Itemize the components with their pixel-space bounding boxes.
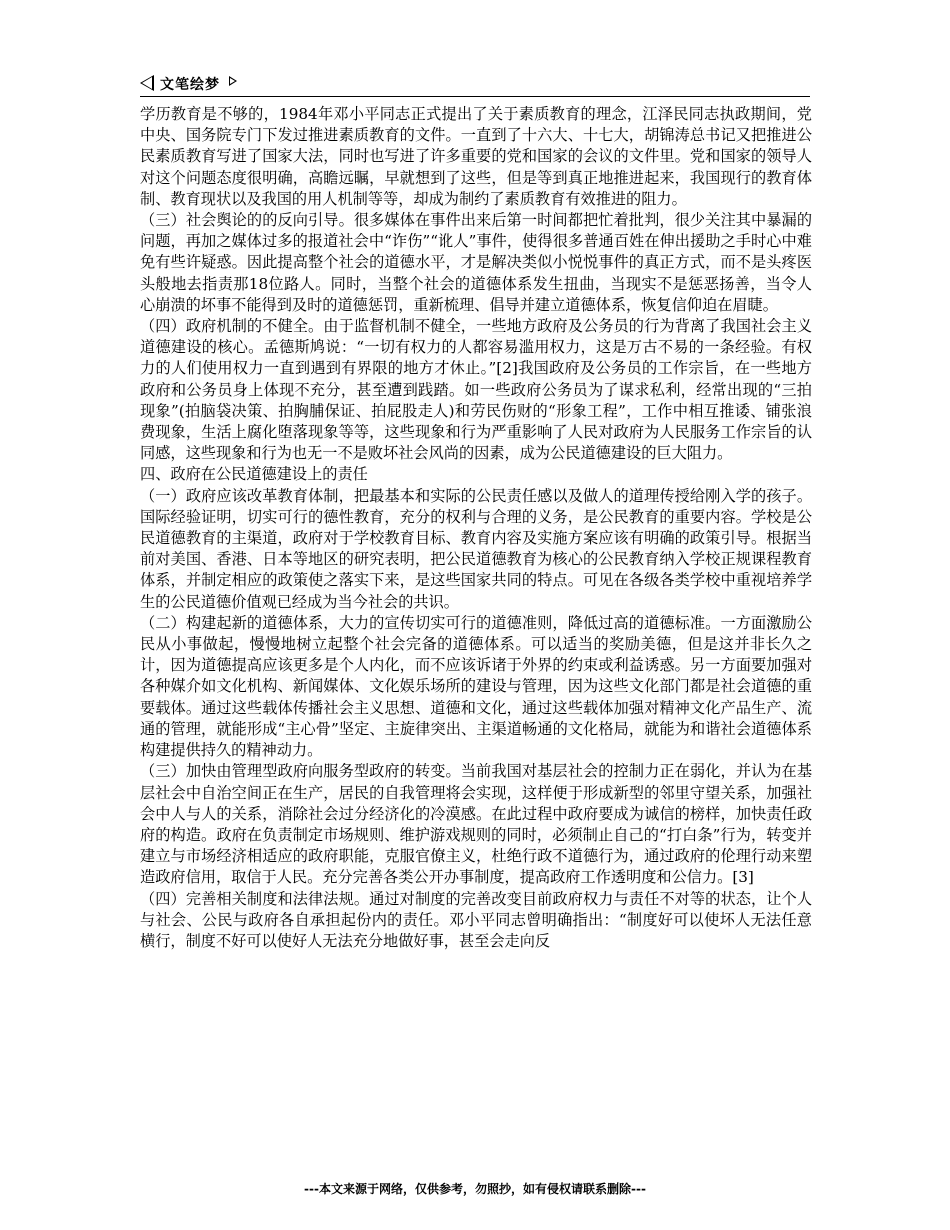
section-heading: 四、政府在公民道德建设上的责任 — [140, 465, 368, 484]
triangle-right-icon — [229, 76, 237, 86]
paragraph: （四）完善相关制度和法律法规。通过对制度的完善改变目前政府权力与责任不对等的状态，让个人与社会、公民与政府各自承担起份内的责任。邓小平同志曾明确指出：“制度好可以使坏人无法任意横行，制度不好可以使好人无法充分地做好事，甚至会走向反 — [140, 889, 812, 950]
paragraph: （四）政府机制的不健全。由于监督机制不健全，一些地方政府及公务员的行为背离了我国社会主义道德建设的核心。孟德斯鸠说：“一切有权力的人都容易滥用权力，这是万古不易的一条经验。有权力的人们使用权力一直到遇到有界限的地方才休止。”[2]我国政府及公务员的工作宗旨，在一些地方政府和公务员身上体现不充分，甚至遭到践踏。如一些政府公务员为了谋求私利，经常出现的“三拍现象”(拍脑袋决策、拍胸脯保证、拍屁股走人)和劳民伤财的“形象工程”，工作中相互推诿、铺张浪费现象，生活上腐化堕落现象等等，这些现象和行为严重影响了人民对政府为人民服务工作宗旨的认同感，这些现象和行为也无一不是败坏社会风尚的因素，成为公民道德建设的巨大阻力。 — [140, 317, 812, 463]
paragraph: （一）政府应该改革教育体制，把最基本和实际的公民责任感以及做人的道理传授给刚入学的孩子。国际经验证明，切实可行的德性教育，充分的权利与合理的义务，是公民教育的重要内容。学校是公民道德教育的主渠道，政府对于学校教育目标、教育内容及实施方案应该有明确的政策引导。根据当前对美国、香港、日本等地区的研究表明，把公民道德教育为核心的公民教育纳入学校正规课程教育体系，并制定相应的政策使之落实下来，是这些国家共同的特点。可见在各级各类学校中重视培养学生的公民道德价值观已经成为当今社会的共识。 — [140, 486, 812, 611]
paragraph: （三）加快由管理型政府向服务型政府的转变。当前我国对基层社会的控制力正在弱化，并认为在基层社会中自治空间正在生产，居民的自我管理将会实现，这样便于形成新型的邻里守望关系，加强社会中人与人的关系，消除社会过分经济化的冷漠感。在此过程中政府要成为诚信的榜样，加快责任政府的构造。政府在负责制定市场规则、维护游戏规则的同时，必须制止自己的“打白条”行为，转变并建立与市场经济相适应的政府职能，克服官僚主义，杜绝行政不道德行为，通过政府的伦理行动来塑造政府信用，取信于人民。充分完善各类公开办事制度，提高政府工作透明度和公信力。[3] — [140, 762, 812, 887]
triangle-left-icon — [140, 75, 154, 91]
document-body — [140, 104, 812, 952]
footer-disclaimer: ---本文来源于网络，仅供参考，勿照抄，如有侵权请联系删除--- — [304, 1182, 646, 1196]
paragraph: （二）构建起新的道德体系，大力的宣传切实可行的道德准则，降低过高的道德标准。一方面激励公民从小事做起，慢慢地树立起整个社会完备的道德体系。可以适当的奖励美德，但是这并非长久之计，因为道德提高应该更多是个人内化，而不应该诉诸于外界的约束或利益诱惑。另一方面要加强对各种媒介如文化机构、新闻媒体、文化娱乐场所的建设与管理，因为这些文化部门都是社会道德的重要载体。通过这些载体传播社会主义思想、道德和文化，通过这些载体加强对精神文化产品生产、流通的管理，就能形成“主心骨”坚定、主旋律突出、主渠道畅通的文化格局，就能为和谐社会道德体系构建提供持久的精神动力。 — [140, 613, 812, 760]
header-brand: 文笔绘梦 — [160, 77, 220, 93]
page-header — [140, 72, 810, 97]
paragraph: （三）社会舆论的的反向引导。很多媒体在事件出来后第一时间都把忙着批判，很少关注其中暴漏的问题，再加之媒体过多的报道社会中“诈伤”“讹人”事件，使得很多普通百姓在伸出援助之手时心中难免有些许疑惑。因此提高整个社会的道德水平，才是解决类似小悦悦事件的真正方式，而不是头疼医头般地去指责那18位路人。同时，当整个社会的道德体系发生扭曲，当现实不是惩恶扬善，当令人心崩溃的坏事不能得到及时的道德惩罚，重新梳理、倡导并建立道德体系，恢复信仰迫在眉睫。 — [140, 211, 812, 314]
paragraph: 学历教育是不够的，1984年邓小平同志正式提出了关于素质教育的理念，江泽民同志执政期间，党中央、国务院专门下发过推进素质教育的文件。一直到了十六大、十七大，胡锦涛总书记又把推进公民素质教育写进了国家大法，同时也写进了许多重要的党和国家的会议的文件里。党和国家的领导人对这个问题态度很明确，高瞻远瞩，早就想到了这些，但是等到真正地推进起来，我国现行的教育体制、教育现状以及我国的用人机制等等，却成为制约了素质教育有效推进的阻力。 — [140, 105, 812, 208]
